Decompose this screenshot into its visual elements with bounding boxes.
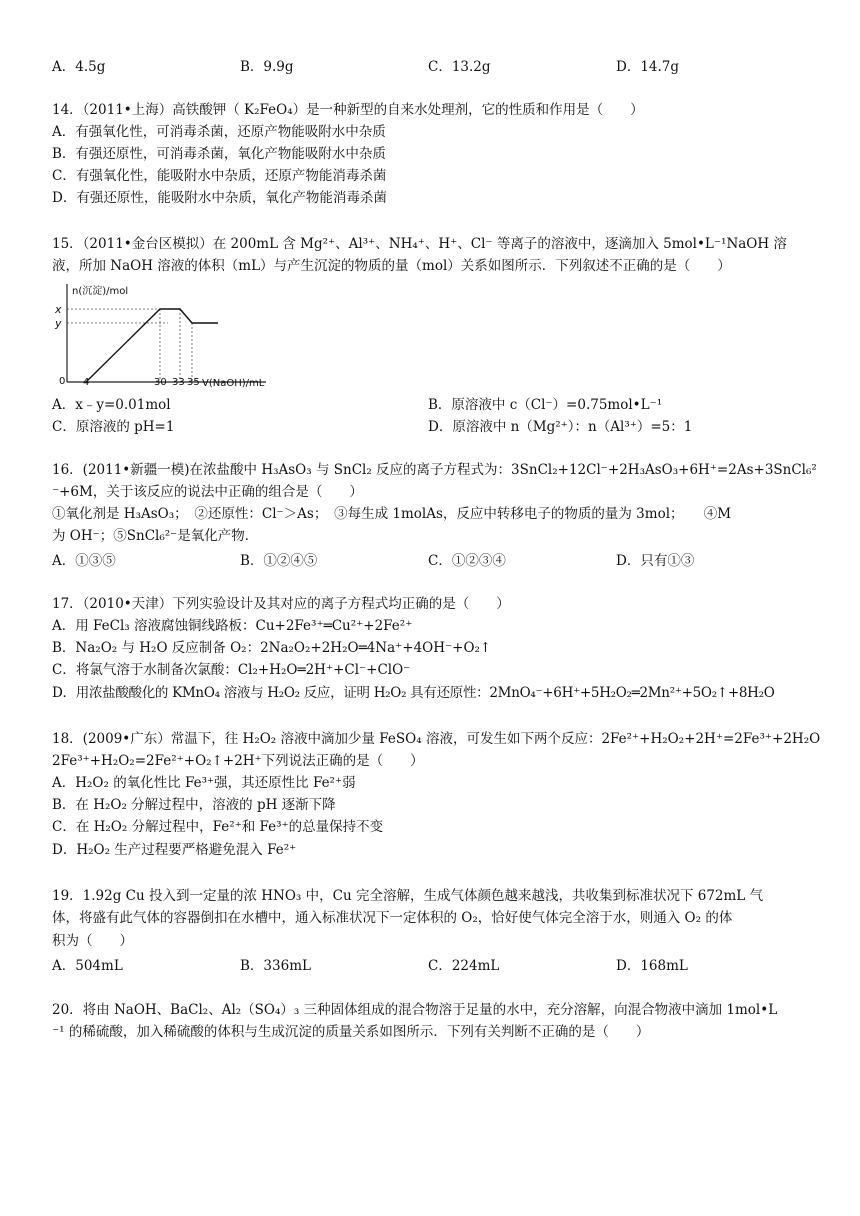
q17-option-c: C．将氯气溶于水制备次氯酸：Cl₂+H₂O═2H⁺+Cl⁻+ClO⁻ <box>52 662 411 678</box>
q15-stem-line2: 液，所加 NaOH 溶液的体积（mL）与产生沉淀的物质的量（mol）关系如图所示．下列叙述不正确的是（ ） <box>52 258 731 274</box>
q16-line1: 16．(2011•新疆一模)在浓盐酸中 H₃AsO₃ 与 SnCl₂ 反应的离子方程式为：3SnCl₂+12Cl⁻+2H₃AsO₃+6H⁺=2As+3SnCl₆² <box>52 462 817 478</box>
q14-option-b: B．有强还原性，可消毒杀菌，氧化产物能吸附水中杂质 <box>52 146 386 162</box>
q19-option-b: B．336mL <box>240 958 311 974</box>
q15-series-line <box>86 309 218 382</box>
q15-y-tick-x: x <box>55 303 62 316</box>
q15-options-row1 <box>52 393 812 413</box>
q15-x-tick-33: 33 <box>172 377 185 388</box>
q15-option-a: A．x﹣y=0.01mol <box>52 397 171 413</box>
q18-line2: 2Fe³⁺+H₂O₂=2Fe²⁺+O₂↑+2H⁺下列说法正确的是（ ） <box>52 753 424 769</box>
q13-option-b: B．9.9g <box>240 59 294 75</box>
q17-option-b: B．Na₂O₂ 与 H₂O 反应制备 O₂：2Na₂O₂+2H₂O═4Na⁺+4OH⁻+O₂↑ <box>52 640 492 656</box>
q17-option-d: D．用浓盐酸酸化的 KMnO₄ 溶液与 H₂O₂ 反应，证明 H₂O₂ 具有还原性：2MnO₄⁻+6H⁺+5H₂O₂═2Mn²⁺+5O₂↑+8H₂O <box>52 685 775 701</box>
q16-line4: 为 OH⁻；⑤SnCl₆²⁻是氧化产物． <box>52 528 259 544</box>
q18-option-b: B．在 H₂O₂ 分解过程中，溶液的 pH 逐渐下降 <box>52 797 336 813</box>
q16-line3: ①氧化剂是 H₃AsO₃； ②还原性：Cl⁻＞As； ③每生成 1molAs，反应中转移电子的物质的量为 3mol； ④M <box>52 506 732 522</box>
q15-option-b: B．原溶液中 c（Cl⁻）=0.75mol•L⁻¹ <box>428 397 663 413</box>
q18-option-c: C．在 H₂O₂ 分解过程中，Fe²⁺和 Fe³⁺的总量保持不变 <box>52 819 384 835</box>
q13-options <box>52 55 812 75</box>
q13-option-d: D．14.7g <box>616 59 680 75</box>
q15-x-tick-4: 4 <box>83 377 90 388</box>
q19-line2: 体，将盛有此气体的容器倒扣在水槽中，通入标准状况下一定体积的 O₂，恰好使气体完全溶于水，则通入 O₂ 的体 <box>52 910 733 926</box>
q19-option-a: A．504mL <box>52 958 123 974</box>
q16-option-a: A．①③⑤ <box>52 553 116 569</box>
q15-y-axis-label: n(沉淀)/mol <box>72 286 129 297</box>
q17-option-a: A．用 FeCl₃ 溶液腐蚀铜线路板：Cu+2Fe³⁺═Cu²⁺+2Fe²⁺ <box>52 618 413 634</box>
q19-option-d: D．168mL <box>616 958 688 974</box>
q18-line1: 18．(2009•广东）常温下，往 H₂O₂ 溶液中滴加少量 FeSO₄ 溶液，可发生如下两个反应：2Fe²⁺+H₂O₂+2H⁺=2Fe³⁺+2H₂O <box>52 731 821 747</box>
q16-options <box>52 549 812 569</box>
q13-option-c: C．13.2g <box>428 59 491 75</box>
q20-line1: 20．将由 NaOH、BaCl₂、Al₂（SO₄）₃ 三种固体组成的混合物溶于足量的水中，充分溶解，向混合物液中滴加 1mol•L <box>52 1002 778 1018</box>
q15-origin-label: 0 <box>59 376 66 387</box>
q14-stem: 14．（2011•上海）高铁酸钾（ K₂FeO₄）是一种新型的自来水处理剂，它的性质和作用是（ ） <box>52 102 644 118</box>
q18-option-d: D．H₂O₂ 生产过程要严格避免混入 Fe²⁺ <box>52 842 297 858</box>
q14-option-a: A．有强氧化性，可消毒杀菌，还原产物能吸附水中杂质 <box>52 124 386 140</box>
q15-option-c: C．原溶液的 pH=1 <box>52 419 175 435</box>
q19-options <box>52 954 812 974</box>
q15-chart <box>46 278 276 390</box>
q15-x-tick-30: 30 <box>154 377 167 388</box>
q16-option-d: D．只有①③ <box>616 553 695 569</box>
q18-option-a: A．H₂O₂ 的氧化性比 Fe³⁺强，其还原性比 Fe²⁺弱 <box>52 775 356 791</box>
q14-option-c: C．有强氧化性，能吸附水中杂质，还原产物能消毒杀菌 <box>52 168 387 184</box>
q15-chart-plot-area <box>54 284 266 389</box>
q19-line1: 19．1.92g Cu 投入到一定量的浓 HNO₃ 中，Cu 完全溶解，生成气体颜色越来越浅，共收集到标准状况下 672mL 气 <box>52 888 764 904</box>
q19-option-c: C．224mL <box>428 958 500 974</box>
q16-option-c: C．①②③④ <box>428 553 506 569</box>
q13-option-a: A．4.5g <box>52 59 106 75</box>
q16-option-b: B．①②④⑤ <box>240 553 318 569</box>
q15-options-row2 <box>52 415 812 435</box>
q14-option-d: D．有强还原性，能吸附水中杂质，氧化产物能消毒杀菌 <box>52 190 387 206</box>
q15-x-axis-label: V(NaOH)/mL <box>202 378 265 389</box>
q15-stem-line1: 15．（2011•金台区模拟）在 200mL 含 Mg²⁺、Al³⁺、NH₄⁺、H⁺、Cl⁻ 等离子的溶液中，逐滴加入 5mol•L⁻¹NaOH 溶 <box>52 236 787 252</box>
q15-option-d: D．原溶液中 n（Mg²⁺）：n（Al³⁺）=5：1 <box>428 419 693 435</box>
q19-line3: 积为（ ） <box>52 933 133 949</box>
q20-line2: ⁻¹ 的稀硫酸，加入稀硫酸的体积与生成沉淀的质量关系如图所示．下列有关判断不正确的是（ ） <box>52 1024 650 1040</box>
q17-stem: 17．（2010•天津）下列实验设计及其对应的离子方程式均正确的是（ ） <box>52 596 510 612</box>
q15-y-tick-y: y <box>55 317 62 330</box>
q16-line2: ⁻+6M，关于该反应的说法中正确的组合是（ ） <box>52 484 363 500</box>
q15-x-tick-35: 35 <box>187 377 200 388</box>
